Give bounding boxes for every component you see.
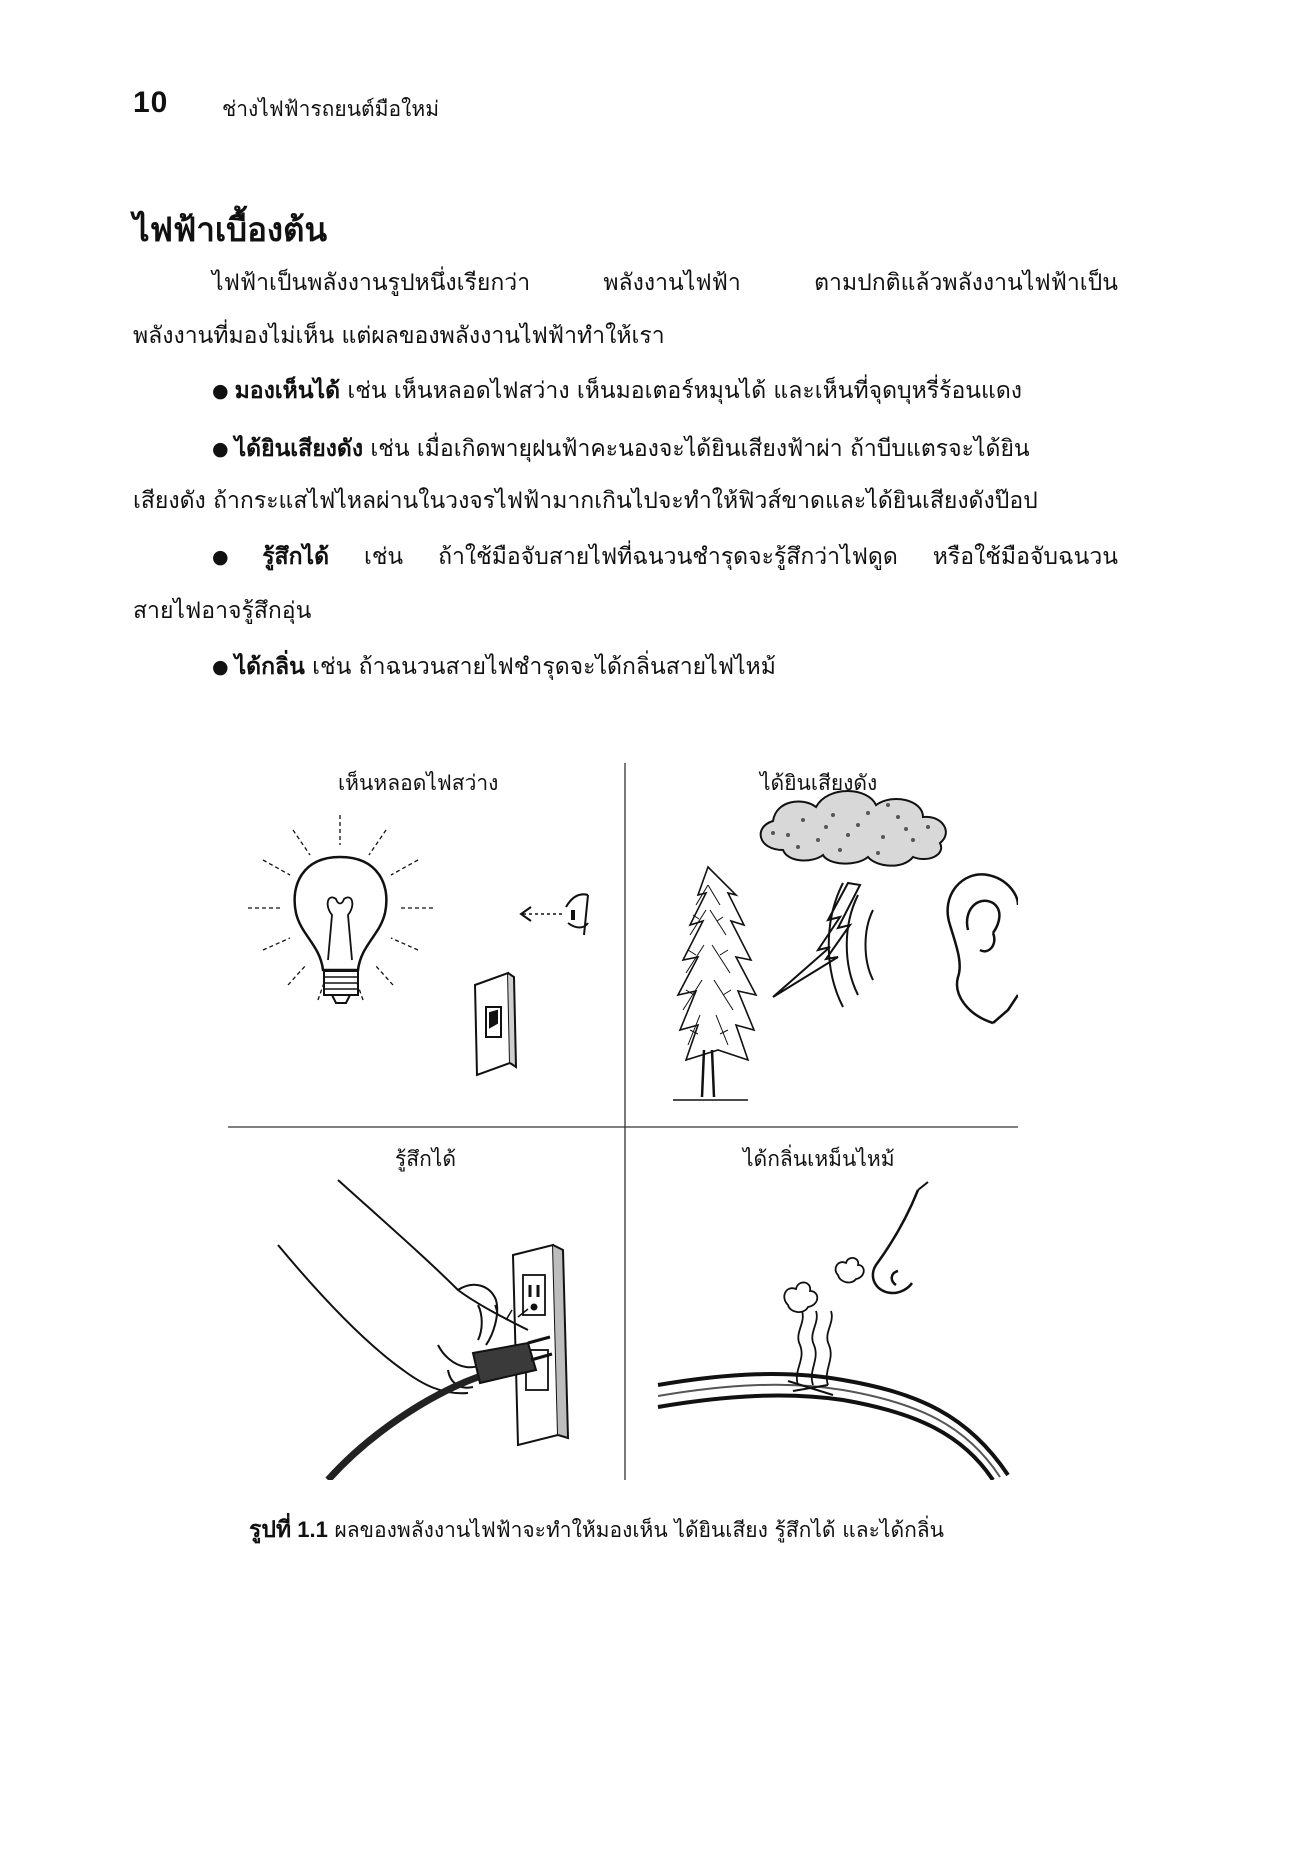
panel-label-feel: รู้สึกได้ — [395, 1147, 457, 1171]
bullet-term: มองเห็นได้ — [234, 378, 341, 404]
bullet-text-continuation: เสียงดัง ถ้ากระแสไฟไหลผ่านในวงจรไฟฟ้ามากเกินไปจะทำให้ฟิวส์ขาดและได้ยินเสียงดังป๊อป — [133, 488, 1038, 514]
caption-text: ผลของพลังงานไฟฟ้าจะทำให้มองเห็น ได้ยินเสียง รู้สึกได้ และได้กลิ่น — [327, 1518, 945, 1542]
page-number: 10 — [133, 86, 169, 119]
hand-plug-icon — [278, 1180, 552, 1480]
bullet-item-smelling — [212, 656, 776, 679]
bullet-icon: ● — [212, 546, 257, 568]
panel-label-hear: ได้ยินเสียงดัง — [760, 771, 878, 795]
bullet-text: เช่น ถ้าฉนวนสายไฟชำรุดจะได้กลิ่นสายไฟไหม้ — [304, 654, 776, 680]
figure-caption — [249, 1512, 944, 1548]
intro-paragraph-line: พลังงานที่มองไม่เห็น แต่ผลของพลังงานไฟฟ้าทำให้เรา — [133, 323, 665, 349]
panel-label-see: เห็นหลอดไฟสว่าง — [338, 771, 499, 795]
section-title: ไฟฟ้าเบื้องต้น — [133, 210, 328, 249]
ear-icon — [948, 874, 1018, 1023]
light-switch-icon — [475, 973, 516, 1075]
bullet-icon: ● — [212, 656, 229, 678]
bullet-item-feeling — [212, 546, 1118, 569]
storm-cloud-icon — [761, 791, 946, 866]
caption-number: 1.1 — [291, 1517, 328, 1542]
light-bulb-icon — [248, 815, 433, 1003]
bullet-icon: ● — [212, 438, 229, 460]
bullet-item-seeing — [212, 380, 1022, 403]
smoke-icon — [784, 1258, 863, 1385]
panel-label-smell: ได้กลิ่นเหม็นไหม้ — [743, 1147, 895, 1171]
intro-paragraph-line: ไฟฟ้าเป็นพลังงานรูปหนึ่งเรียกว่า พลังงานไฟฟ้า ตามปกติแล้วพลังงานไฟฟ้าเป็น — [212, 270, 1118, 296]
running-title: ช่างไฟฟ้ารถยนต์มือใหม่ — [222, 97, 440, 121]
tree-icon — [673, 867, 756, 1100]
figure-1-1 — [228, 745, 1018, 1480]
figure-illustration — [228, 745, 1018, 1480]
bullet-text: เช่น เห็นหลอดไฟสว่าง เห็นมอเตอร์หมุนได้ และเห็นที่จุดบุหรี่ร้อนแดง — [340, 378, 1023, 404]
bullet-term: ได้กลิ่น — [234, 654, 305, 680]
bullet-term: รู้สึกได้ — [262, 544, 330, 570]
caption-label: รูปที่ — [249, 1517, 292, 1543]
bullet-text: เช่น เมื่อเกิดพายุฝนฟ้าคะนองจะได้ยินเสียงฟ้าผ่า ถ้าบีบแตรจะได้ยิน — [363, 436, 1030, 462]
bullet-icon: ● — [212, 380, 229, 402]
bullet-text: เช่น ถ้าใช้มือจับสายไฟที่ฉนวนชำรุดจะรู้สึกว่าไฟดูด หรือใช้มือจับฉนวน — [329, 544, 1118, 570]
burning-wire-icon — [658, 1374, 1008, 1480]
nose-icon — [873, 1182, 928, 1293]
bullet-item-hearing — [212, 438, 1030, 461]
bullet-text-continuation: สายไฟอาจรู้สึกอุ่น — [133, 598, 312, 624]
bullet-term: ได้ยินเสียงดัง — [234, 436, 364, 462]
eye-icon — [521, 894, 588, 935]
